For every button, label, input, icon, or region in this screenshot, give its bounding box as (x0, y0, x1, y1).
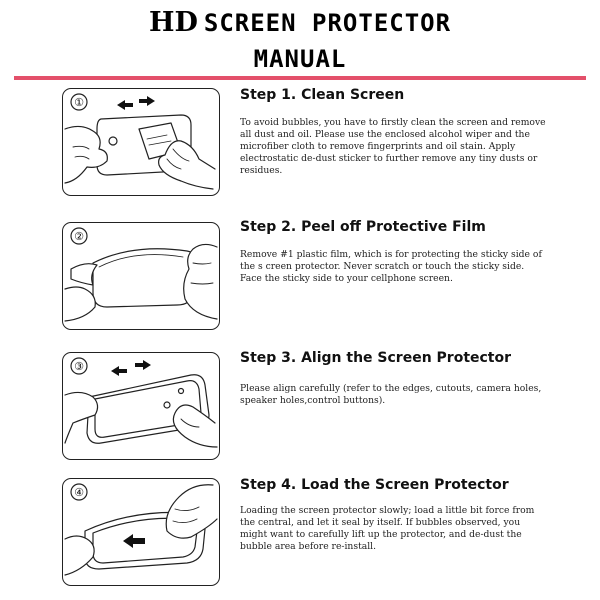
protector-icon (93, 249, 197, 307)
step-2-title: Step 2. Peel off Protective Film (240, 219, 486, 235)
left-hand-icon (65, 126, 107, 183)
step-2-text: Remove #1 plastic film, which is for protecting the sticky side of the s creen protector. Never scratch or touch the sticky side. Face the sticky side to your cellphone screen. (240, 249, 542, 284)
step-3-drawing (63, 353, 219, 459)
title-line-2: MANUAL (253, 45, 347, 73)
step-1-title: Step 1. Clean Screen (240, 87, 405, 103)
right-arrow-icon (139, 96, 155, 106)
step-4-number: ④ (74, 486, 84, 499)
left-hand-icon (65, 536, 94, 575)
phone-camera-icon (109, 137, 117, 145)
right-hand-icon (166, 485, 217, 538)
step-1-text: To avoid bubbles, you have to firstly clean the screen and remove all dust and oil. Please use the enclosed alcohol wiper and the microfiber cloth to remove fingerprints and oil stain. Apply electrostatic de-dust sticker to further remove any tiny dusts or residues. (240, 117, 546, 176)
step-1-illustration (62, 88, 220, 196)
step-4-title: Step 4. Load the Screen Protector (240, 477, 509, 493)
step-1-drawing (63, 89, 219, 195)
step-3-illustration (62, 352, 220, 460)
title-line-1: SCREEN PROTECTOR (203, 9, 452, 37)
left-arrow-icon (123, 534, 145, 548)
left-hand-icon (65, 287, 95, 321)
left-arrow-icon (117, 100, 133, 110)
right-hand-icon (173, 405, 217, 447)
right-arrow-icon (135, 360, 151, 370)
step-3-number: ③ (74, 360, 84, 373)
step-4-illustration (62, 478, 220, 586)
page-title-line-2 (0, 46, 600, 72)
step-1-number: ① (74, 96, 84, 109)
title-divider (14, 76, 586, 80)
step-2-illustration (62, 222, 220, 330)
left-hand-icon (65, 392, 98, 443)
step-3-text: Please align carefully (refer to the edges, cutouts, camera holes, speaker holes,control buttons). (240, 383, 542, 406)
step-2-number: ② (74, 230, 84, 243)
step-4-drawing (63, 479, 219, 585)
right-hand-icon (184, 244, 217, 319)
step-3-title: Step 3. Align the Screen Protector (240, 350, 512, 366)
title-hd: HD (148, 7, 198, 38)
page-title (0, 7, 600, 38)
camera-hole-icon (164, 402, 170, 408)
step-4-text: Loading the screen protector slowly; load a little bit force from the central, and let it seal by itself. If bubbles observed, you might want to carefully lift up the protector, and de-dust the bubble area before re-install. (240, 505, 535, 552)
step-2-drawing (63, 223, 219, 329)
left-arrow-icon (111, 366, 127, 376)
